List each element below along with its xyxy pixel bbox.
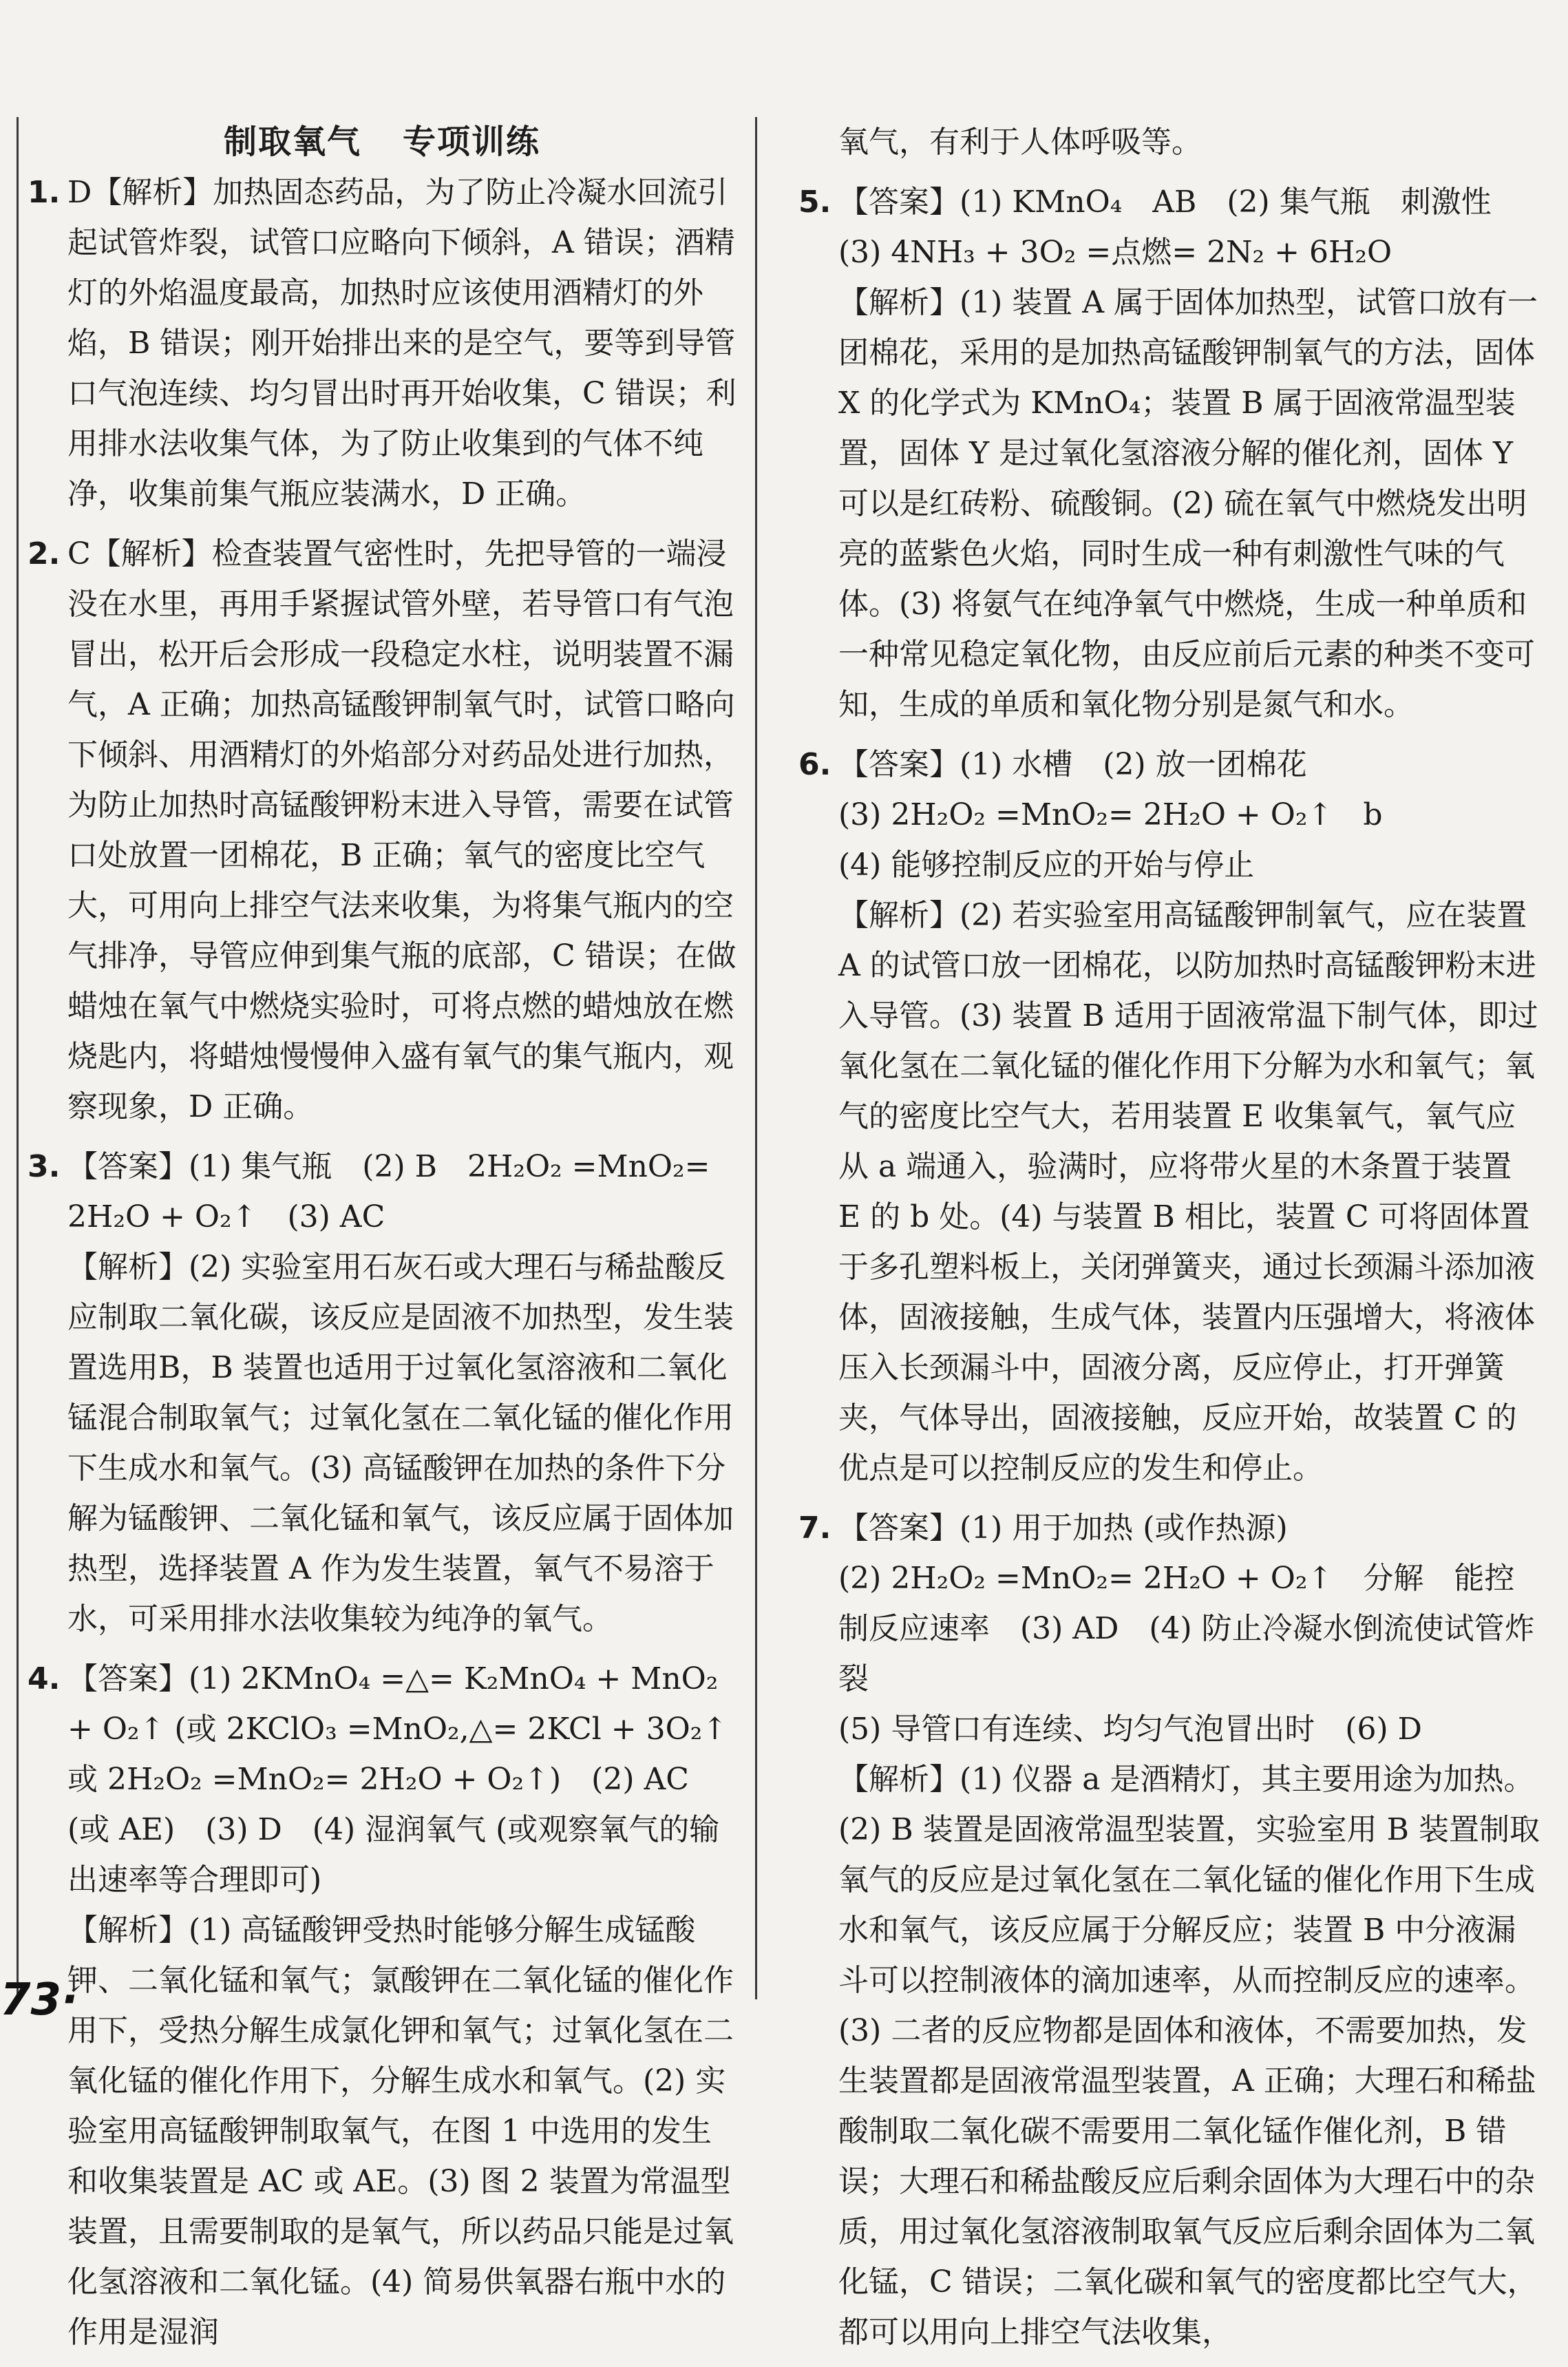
left-margin-rule xyxy=(17,117,19,1999)
item-analysis: 【解析】(1) 仪器 a 是酒精灯，其主要用途为加热。(2) B 装置是固液常温型装置，实验室用 B 装置制取氧气的反应是过氧化氢在二氧化锰的催化作用下生成水和氧气，该反应属于分解反应；装置 B 中分液漏斗可以控制液体的滴加速率，从而控制反应的速率。(3) 二者的反应物都是固体和液体，不需要加热，发生装置都是固液常温型装置，A 正确；大理石和稀盐酸制取二氧化碳不需要用二氧化锰作催化剂，B 错误；大理石和稀盐酸反应后剩余固体为大理石中的杂质，用过氧化氢溶液制取氧气反应后剩余固体为二氧化锰，C 错误；二氧化碳和氧气的密度都比空气大，都可以用向上排空气法收集， xyxy=(838,1762,1540,2350)
item-answer: 【答案】(1) 2KMnO₄ =△= K₂MnO₄ + MnO₂ + O₂↑ (或 2KClO₃ =MnO₂,△= 2KCl + 3O₂↑ 或 2H₂O₂ =MnO₂= 2H₂O + O₂↑) (2) AC (或 AE) (3) D (4) 湿润氧气 (或观察氧气的输出速率等合理即可) xyxy=(67,1661,728,1897)
page-title xyxy=(28,117,737,167)
item-number: 3. xyxy=(28,1149,61,1184)
item-answer: 【答案】(1) 集气瓶 (2) B 2H₂O₂ =MnO₂= 2H₂O + O₂↑ (3) AC xyxy=(67,1149,710,1234)
item-equation: (2) 2H₂O₂ =MnO₂= 2H₂O + O₂↑ 分解 能控制反应速率 (3) AD (4) 防止冷凝水倒流使试管炸裂 xyxy=(838,1561,1535,1696)
item-answer: 【答案】(1) KMnO₄ AB (2) 集气瓶 刺激性 xyxy=(838,185,1492,220)
item-number: 1. xyxy=(28,175,61,210)
item-number: 4. xyxy=(28,1661,61,1696)
answer-item-4 xyxy=(28,1654,737,2357)
column-divider xyxy=(755,117,757,1999)
item-analysis: 【解析】(2) 若实验室用高锰酸钾制氧气，应在装置 A 的试管口放一团棉花，以防加热时高锰酸钾粉末进入导管。(3) 装置 B 适用于固液常温下制气体，即过氧化氢在二氧化锰的催化作用下分解为水和氧气；氧气的密度比空气大，若用装置 E 收集氧气，氧气应从 a 端通入，验满时，应将带火星的木条置于装置 E 的 b 处。(4) 与装置 B 相比，装置 C 可将固体置于多孔塑料板上，关闭弹簧夹，通过长颈漏斗添加液体，固液接触，生成气体，装置内压强增大，将液体压入长颈漏斗中，固液分离，反应停止，打开弹簧夹，气体导出，固液接触，反应开始，故装置 C 的优点是可以控制反应的发生和停止。 xyxy=(838,898,1538,1486)
item-number: 5. xyxy=(798,185,831,220)
answer-item-1 xyxy=(28,167,737,519)
item-number: 6. xyxy=(798,747,831,782)
item-answer: 【答案】(1) 水槽 (2) 放一团棉花 xyxy=(838,747,1307,782)
item-answer-part: (5) 导管口有连续、均匀气泡冒出时 (6) D xyxy=(838,1712,1422,1747)
item-analysis: 【解析】(2) 实验室用石灰石或大理石与稀盐酸反应制取二氧化碳，该反应是固液不加热型，发生装置选用B，B 装置也适用于过氧化氢溶液和二氧化锰混合制取氧气；过氧化氢在二氧化锰的催化作用下生成水和氧气。(3) 高锰酸钾在加热的条件下分解为锰酸钾、二氧化锰和氧气，该反应属于固体加热型，选择装置 A 作为发生装置，氧气不易溶于水，可采用排水法收集较为纯净的氧气。 xyxy=(67,1250,734,1637)
title-main: 制取氧气 xyxy=(223,123,361,161)
answer-item-5 xyxy=(798,177,1542,730)
item-number: 7. xyxy=(798,1511,831,1546)
right-column xyxy=(798,117,1542,2367)
title-sub: 专项训练 xyxy=(403,123,541,161)
page-number: 73· xyxy=(0,1975,78,2026)
item-number: 2. xyxy=(28,536,61,571)
item-answer-part: (4) 能够控制反应的开始与停止 xyxy=(838,848,1255,883)
item-answer: 【答案】(1) 用于加热 (或作热源) xyxy=(838,1511,1288,1546)
item-analysis: 【解析】(1) 高锰酸钾受热时能够分解生成锰酸钾、二氧化锰和氧气；氯酸钾在二氧化锰的催化作用下，受热分解生成氯化钾和氧气；过氧化氢在二氧化锰的催化作用下，分解生成水和氧气。(2) 实验室用高锰酸钾制取氧气，在图 1 中选用的发生和收集装置是 AC 或 AE。(3) 图 2 装置为常温型装置，且需要制取的是氧气，所以药品只能是过氧化氢溶液和二氧化锰。(4) 简易供氧器右瓶中水的作用是湿润 xyxy=(67,1913,734,2350)
item-equation: (3) 2H₂O₂ =MnO₂= 2H₂O + O₂↑ b xyxy=(838,797,1383,832)
item-text: C【解析】检查装置气密性时，先把导管的一端浸没在水里，再用手紧握试管外壁，若导管口有气泡冒出，松开后会形成一段稳定水柱，说明装置不漏气，A 正确；加热高锰酸钾制氧气时，试管口略向下倾斜、用酒精灯的外焰部分对药品处进行加热，为防止加热时高锰酸钾粉末进入导管，需要在试管口处放置一团棉花，B 正确；氧气的密度比空气大，可用向上排空气法来收集，为将集气瓶内的空气排净，导管应伸到集气瓶的底部，C 错误；在做蜡烛在氧气中燃烧实验时，可将点燃的蜡烛放在燃烧匙内，将蜡烛慢慢伸入盛有氧气的集气瓶内，观察现象，D 正确。 xyxy=(67,536,737,1124)
item-equation: (3) 4NH₃ + 3O₂ =点燃= 2N₂ + 6H₂O xyxy=(838,235,1392,270)
item-analysis: 【解析】(1) 装置 A 属于固体加热型，试管口放有一团棉花，采用的是加热高锰酸钾制氧气的方法，固体 X 的化学式为 KMnO₄；装置 B 属于固液常温型装置，固体 Y 是过氧化氢溶液分解的催化剂，固体 Y 可以是红砖粉、硫酸铜。(2) 硫在氧气中燃烧发出明亮的蓝紫色火焰，同时生成一种有刺激性气味的气体。(3) 将氨气在纯净氧气中燃烧，生成一种单质和一种常见稳定氧化物，由反应前后元素的种类不变可知，生成的单质和氧化物分别是氮气和水。 xyxy=(838,285,1538,722)
answer-item-7 xyxy=(798,1503,1542,2357)
answer-item-6 xyxy=(798,739,1542,1493)
left-column xyxy=(28,117,737,2367)
answer-item-3 xyxy=(28,1142,737,1644)
answer-item-2 xyxy=(28,529,737,1132)
continued-text: 氧气，有利于人体呼吸等。 xyxy=(838,125,1202,160)
item-text: D【解析】加热固态药品，为了防止冷凝水回流引起试管炸裂，试管口应略向下倾斜，A 错误；酒精灯的外焰温度最高，加热时应该使用酒精灯的外焰，B 错误；刚开始排出来的是空气，要等到导管口气泡连续、均匀冒出时再开始收集，C 错误；利用排水法收集气体，为了防止收集到的气体不纯净，收集前集气瓶应装满水，D 正确。 xyxy=(67,175,737,512)
